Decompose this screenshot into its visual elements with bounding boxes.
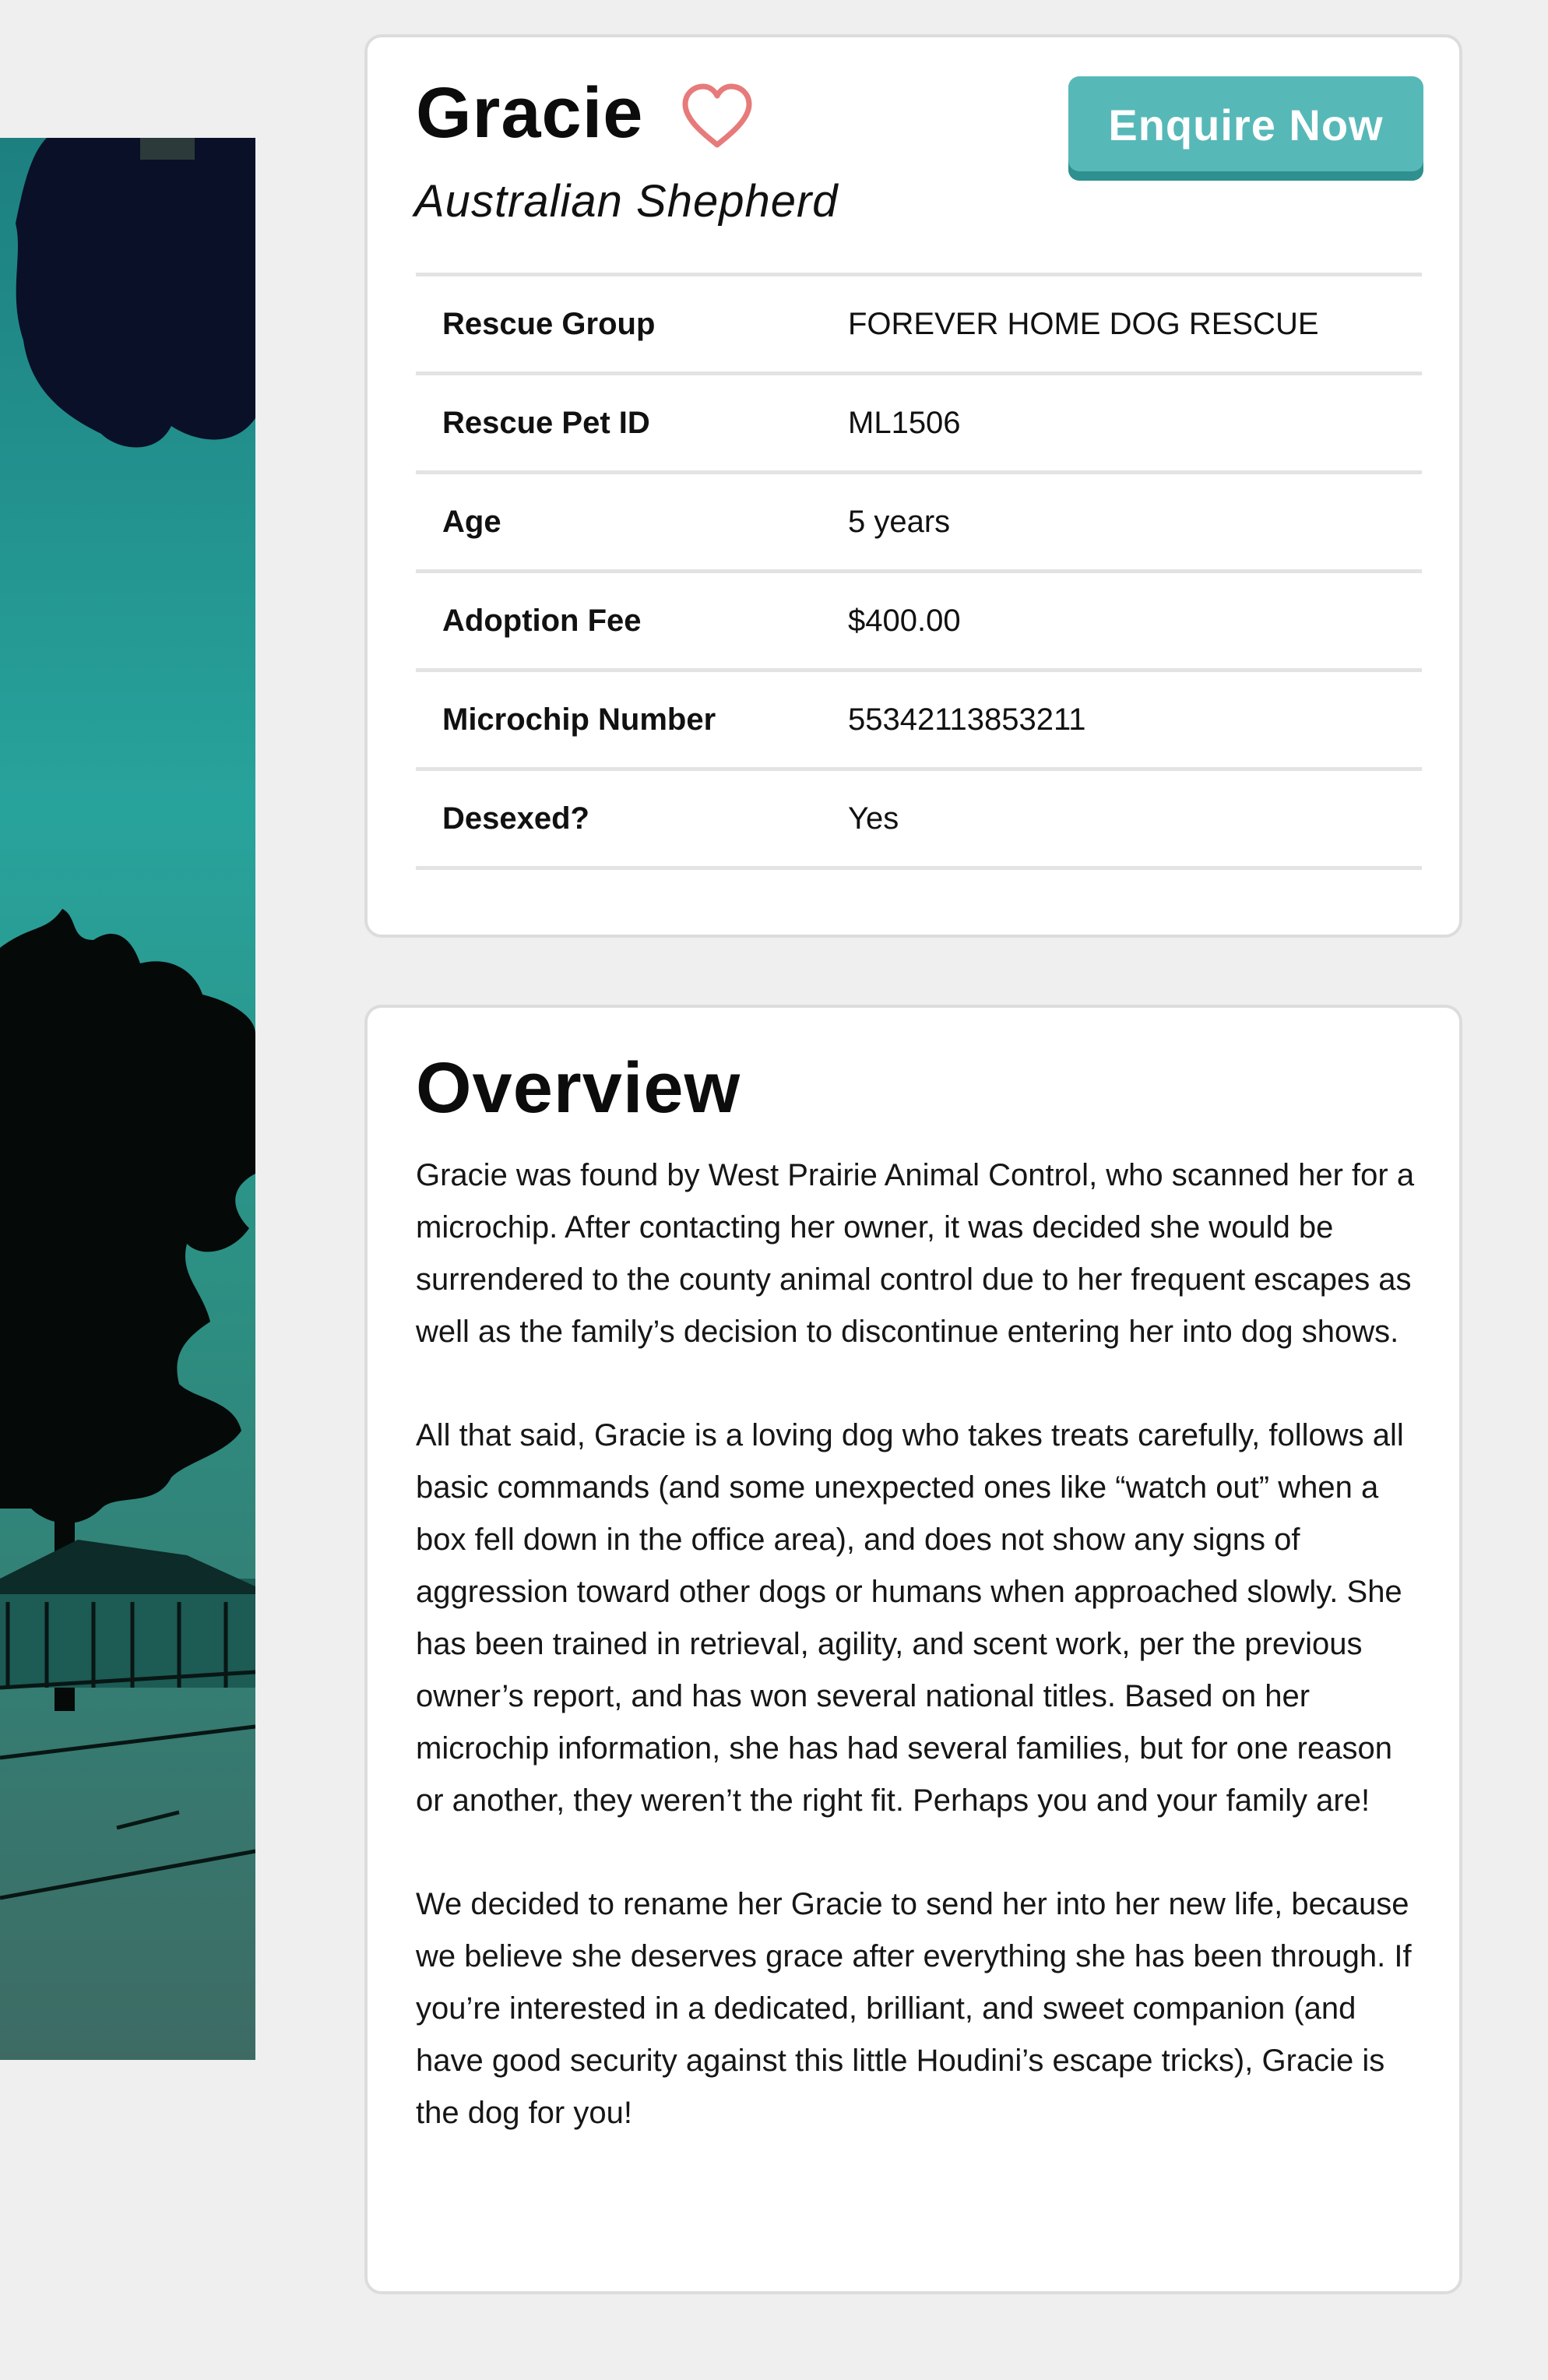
detail-value: 5 years bbox=[848, 504, 951, 539]
detail-label: Microchip Number bbox=[442, 702, 716, 737]
detail-value: ML1506 bbox=[848, 405, 961, 440]
overview-body bbox=[416, 1150, 1428, 2191]
detail-label: Desexed? bbox=[442, 801, 589, 836]
pet-photo bbox=[0, 138, 255, 2060]
heart-outline-icon[interactable] bbox=[679, 83, 755, 150]
overview-paragraph: Gracie was found by West Prairie Animal Control, who scanned her for a microchip. After contacting her owner, it was decided she would be surrendered to the county animal control due to her frequent escapes as well as the family’s decision to discontinue entering her into dog shows. bbox=[416, 1158, 1415, 1349]
details-table bbox=[416, 273, 1422, 870]
detail-value: FOREVER HOME DOG RESCUE bbox=[848, 306, 1319, 341]
overview-paragraph: All that said, Gracie is a loving dog who takes treats carefully, follows all basic commands (and some unexpected ones like “watch out” when a box fell down in the office area), and does not show any signs of aggression toward other dogs or humans when approached slowly. She has been trained in retrieval, agility, and scent work, per the previous owner’s report, and has won several national titles. Based on her microchip information, she has had several families, but for one reason or another, they weren’t the right fit. Perhaps you and your family are! bbox=[416, 1418, 1404, 1818]
detail-value: Yes bbox=[848, 801, 899, 836]
detail-row-adoption-fee bbox=[416, 573, 1422, 672]
detail-row-desexed bbox=[416, 771, 1422, 870]
enquire-now-button[interactable]: Enquire Now bbox=[1068, 76, 1423, 181]
detail-row-rescue-pet-id bbox=[416, 375, 1422, 474]
pet-breed: Australian Shepherd bbox=[414, 176, 839, 227]
detail-label: Rescue Pet ID bbox=[442, 405, 650, 440]
pet-details-card bbox=[364, 34, 1462, 938]
detail-label: Age bbox=[442, 504, 501, 539]
detail-value: $400.00 bbox=[848, 603, 961, 638]
detail-row-age bbox=[416, 474, 1422, 573]
overview-card bbox=[364, 1005, 1462, 2294]
detail-row-microchip-number bbox=[416, 672, 1422, 771]
pet-photo-illustration bbox=[0, 138, 255, 2060]
overview-title: Overview bbox=[416, 1048, 741, 1128]
pet-name: Gracie bbox=[416, 73, 644, 153]
detail-label: Adoption Fee bbox=[442, 603, 642, 638]
detail-label: Rescue Group bbox=[442, 306, 656, 341]
detail-row-rescue-group bbox=[416, 276, 1422, 375]
overview-paragraph: We decided to rename her Gracie to send her into her new life, because we believe she deserves grace after everything she has been through. If you’re interested in a dedicated, brilliant, and sweet companion (and have good security against this little Houdini’s escape tricks), Gracie is the dog for you! bbox=[416, 1887, 1412, 2130]
detail-value: 55342113853211 bbox=[848, 702, 1086, 737]
